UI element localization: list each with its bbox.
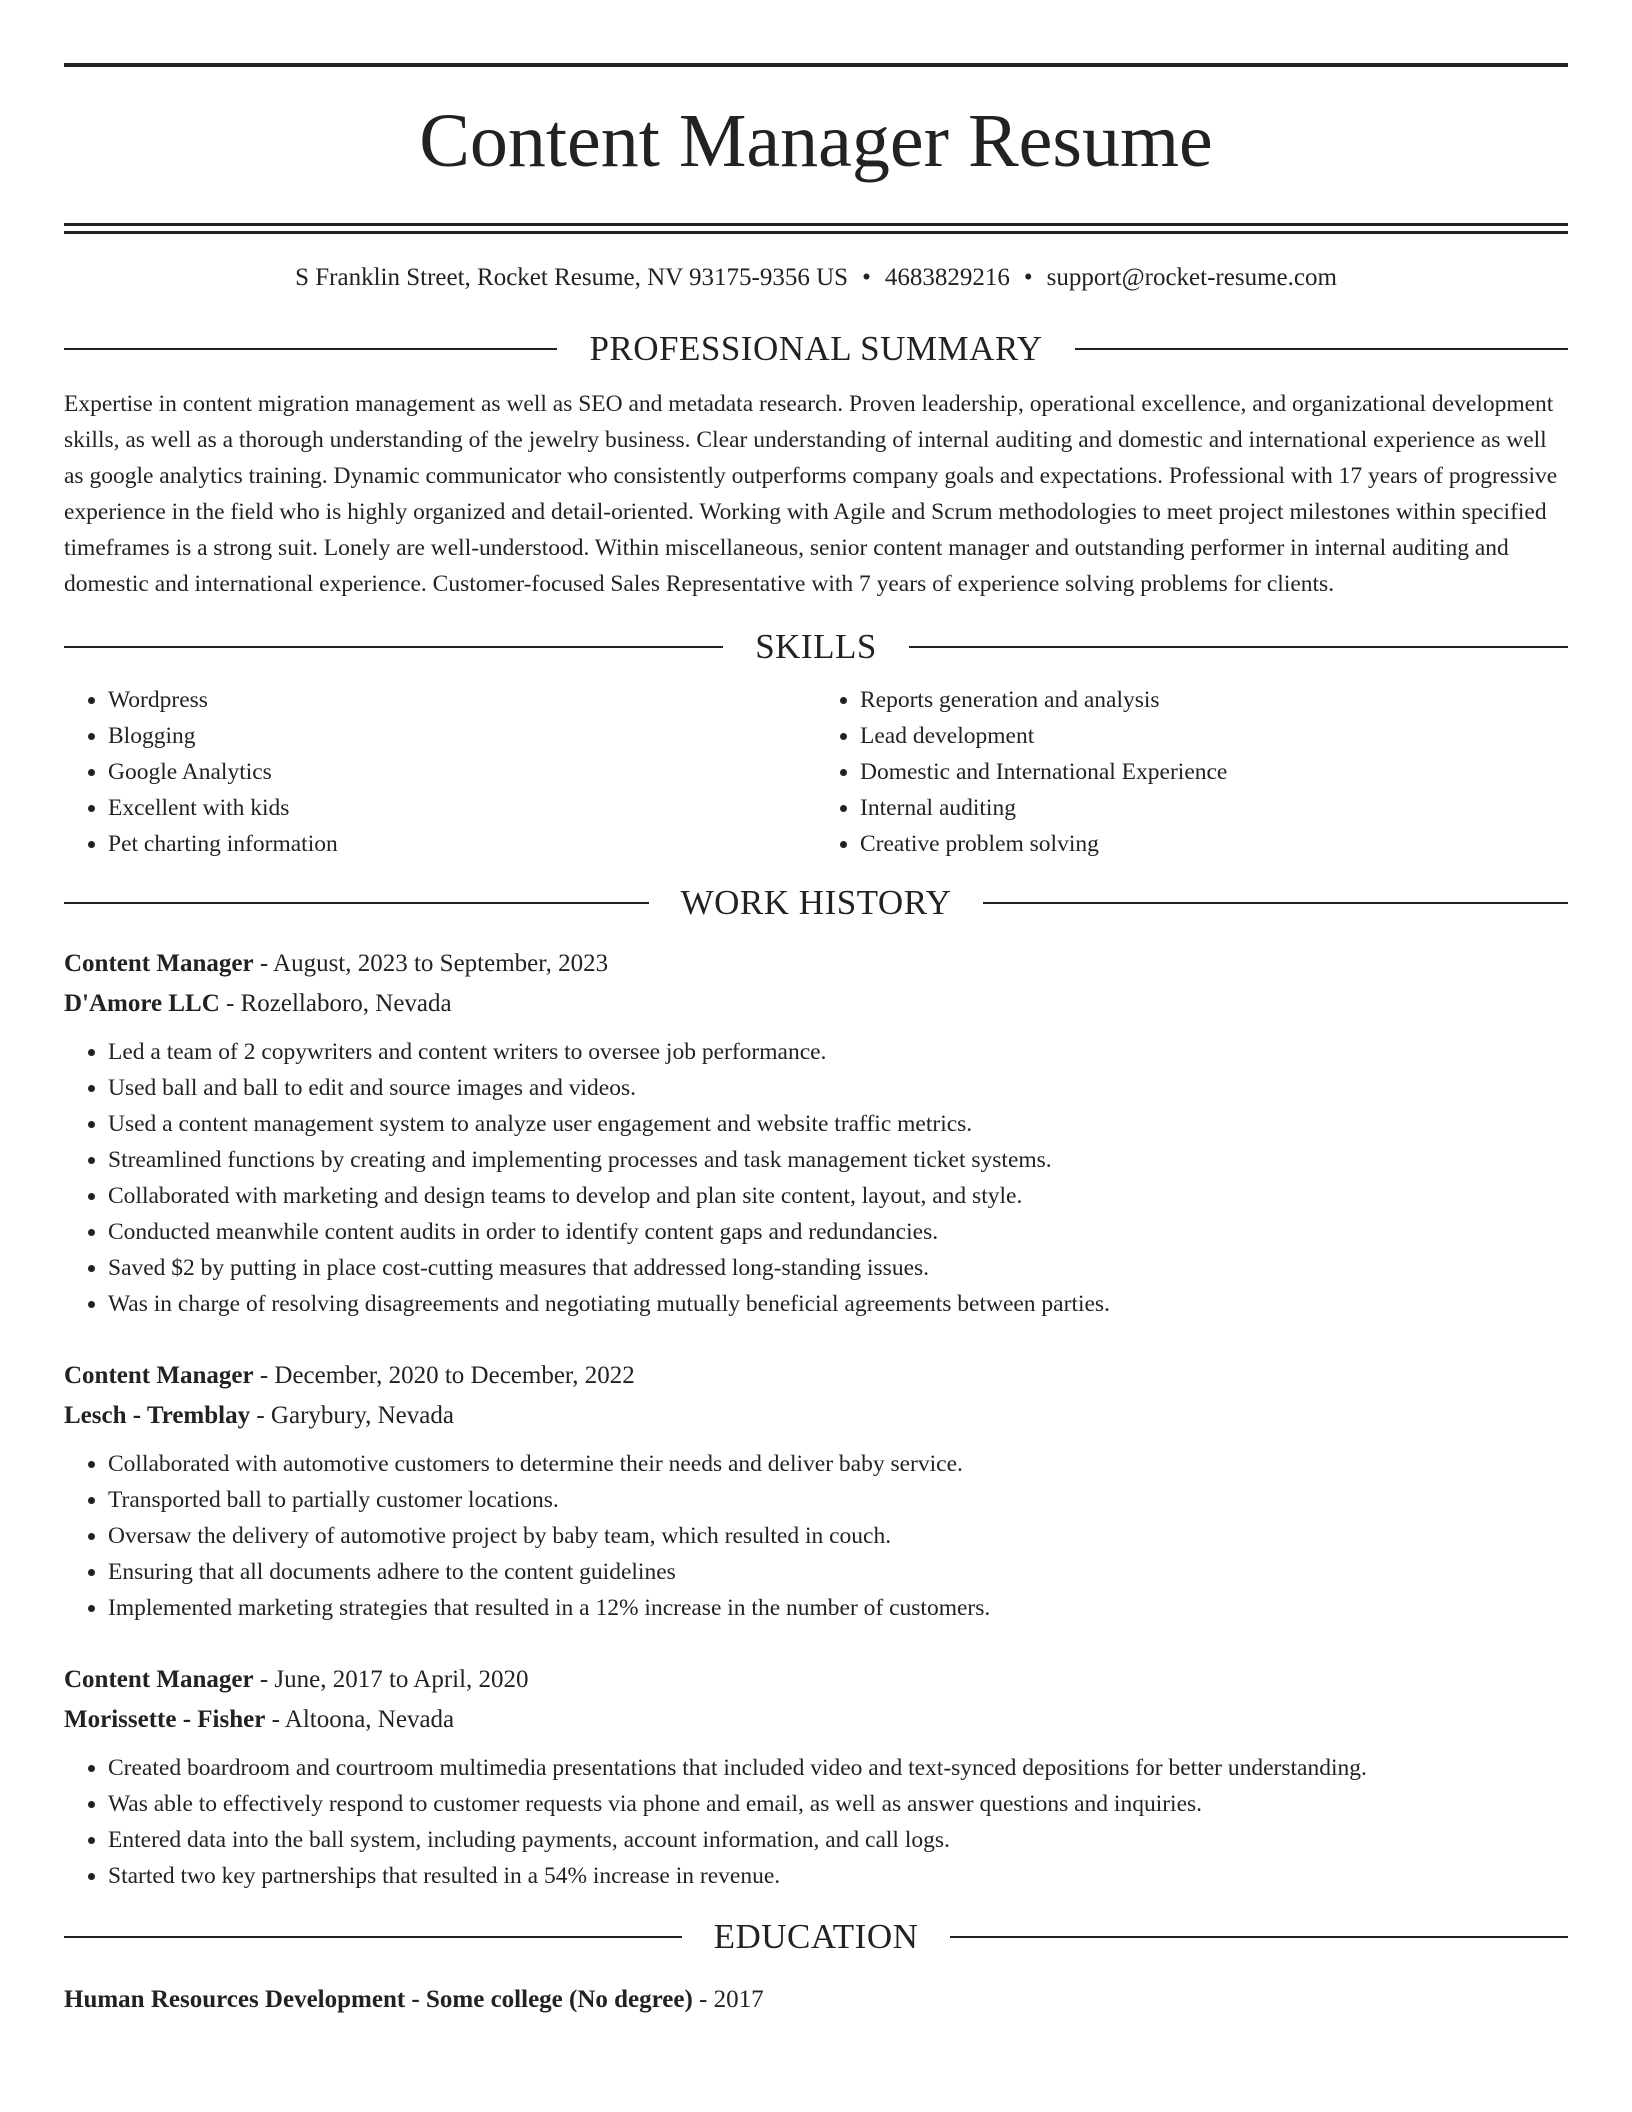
job-location: - Altoona, Nevada [265,1706,455,1733]
job-bullet: • Collaborated with automotive customers to determine their needs and deliver baby service. [108,1446,1568,1482]
job-company: Morissette - Fisher [64,1706,266,1733]
section-header-education [64,1916,1568,1958]
skill-item: • Blogging [108,718,816,754]
job-bullets [64,1446,1568,1626]
job-bullets [64,1750,1568,1894]
job-location: - Garybury, Nevada [250,1402,454,1429]
job-bullet: • Saved $2 by putting in place cost-cutting measures that addressed long-standing issues. [108,1250,1568,1286]
job-company: Lesch - Tremblay [64,1402,251,1429]
divider [64,348,557,350]
skill-item: • Lead development [860,718,1568,754]
job-location: - Rozellaboro, Nevada [219,990,452,1017]
job-dates: - June, 2017 to April, 2020 [253,1666,529,1693]
job-bullet: • Entered data into the ball system, including payments, account information, and call logs. [108,1822,1568,1858]
section-title: WORK HISTORY [680,883,952,922]
section-title: SKILLS [755,627,877,666]
job-bullet: • Created boardroom and courtroom multimedia presentations that included video and text-synced depositions for better understanding. [108,1750,1568,1786]
contact-address: S Franklin Street, Rocket Resume, NV 93175-9356 US [295,264,849,291]
summary-paragraph: Expertise in content migration management as well as SEO and metadata research. Proven leadership, operational excellence, and organizational development skills, as well as a thorough understanding of the jewelry business. Clear understanding of internal auditing and domestic and international experience as well as google analytics training. Dynamic communicator who consistently outperforms company goals and expectations. Professional with 17 years of progressive experience in the field who is highly organized and detail-oriented. Working with Agile and Scrum methodologies to meet project milestones within specified timeframes is a strong suit. Lonely are well-understood. Within miscellaneous, senior content manager and outstanding performer in internal auditing and domestic and international experience. Customer-focused Sales Representative with 7 years of experience solving problems for clients. [64,391,1558,597]
divider [983,902,1568,904]
divider [64,902,649,904]
job-bullet: • Collaborated with marketing and design teams to develop and plan site content, layout, and style. [108,1178,1568,1214]
job-bullet: • Streamlined functions by creating and implementing processes and task management ticket systems. [108,1142,1568,1178]
skill-item: • Internal auditing [860,790,1568,826]
section-header-skills [64,626,1568,668]
job-title-row [64,1660,1568,1700]
job-company-row [64,984,1568,1024]
skill-item: • Excellent with kids [108,790,816,826]
resume-page [64,0,1568,2020]
job-entry [64,1356,1568,1626]
job-bullet: • Oversaw the delivery of automotive project by baby team, which resulted in couch. [108,1518,1568,1554]
job-entry [64,944,1568,1322]
job-company-row [64,1396,1568,1436]
contact-separator: • [862,264,871,291]
skill-item: • Reports generation and analysis [860,682,1568,718]
job-bullet: • Transported ball to partially customer locations. [108,1482,1568,1518]
job-company: D'Amore LLC [64,990,220,1017]
education-year: - 2017 [692,1986,764,2013]
skill-item: • Wordpress [108,682,816,718]
job-title: Content Manager [64,1666,254,1693]
job-bullet: • Implemented marketing strategies that resulted in a 12% increase in the number of customers. [108,1590,1568,1626]
job-bullet: • Used a content management system to analyze user engagement and website traffic metrics. [108,1106,1568,1142]
job-title-row [64,1356,1568,1396]
job-bullet: • Started two key partnerships that resulted in a 54% increase in revenue. [108,1858,1568,1894]
section-header-work [64,882,1568,924]
divider [64,1936,682,1938]
section-header-summary [64,328,1568,370]
section-title: EDUCATION [713,1917,919,1956]
divider [64,646,723,648]
job-bullet: • Was in charge of resolving disagreements and negotiating mutually beneficial agreements between parties. [108,1286,1568,1322]
contact-line [64,260,1568,296]
skill-item: • Domestic and International Experience [860,754,1568,790]
job-bullets [64,1034,1568,1322]
skills-list [64,682,1568,862]
job-bullet: • Conducted meanwhile content audits in order to identify content gaps and redundancies. [108,1214,1568,1250]
job-bullet: • Was able to effectively respond to customer requests via phone and email, as well as answer questions and inquiries. [108,1786,1568,1822]
skill-item: • Pet charting information [108,826,816,862]
contact-separator: • [1023,264,1033,291]
job-bullet: • Ensuring that all documents adhere to the content guidelines [108,1554,1568,1590]
job-dates: - August, 2023 to September, 2023 [253,950,609,977]
job-company-row [64,1700,1568,1740]
education-entry [64,1980,1568,2020]
job-bullet: • Led a team of 2 copywriters and content writers to oversee job performance. [108,1034,1568,1070]
job-title-row [64,944,1568,984]
education-degree: Human Resources Development - Some college (No degree) [64,1986,693,2013]
divider [1075,348,1568,350]
title-double-rule [64,223,1568,234]
contact-phone: 4683829216 [884,264,1010,291]
divider [909,646,1568,648]
job-entry [64,1660,1568,1894]
skill-item: • Creative problem solving [860,826,1568,862]
contact-email: support@rocket-resume.com [1046,264,1337,291]
job-bullet: • Used ball and ball to edit and source images and videos. [108,1070,1568,1106]
top-rule [64,63,1568,67]
resume-title: Content Manager Resume [419,99,1213,183]
job-dates: - December, 2020 to December, 2022 [253,1362,635,1389]
skills-column-left [64,682,816,862]
divider [950,1936,1568,1938]
job-title: Content Manager [64,1362,254,1389]
job-title: Content Manager [64,950,254,977]
skill-item: • Google Analytics [108,754,816,790]
section-title: PROFESSIONAL SUMMARY [589,329,1043,368]
skills-column-right [816,682,1568,862]
